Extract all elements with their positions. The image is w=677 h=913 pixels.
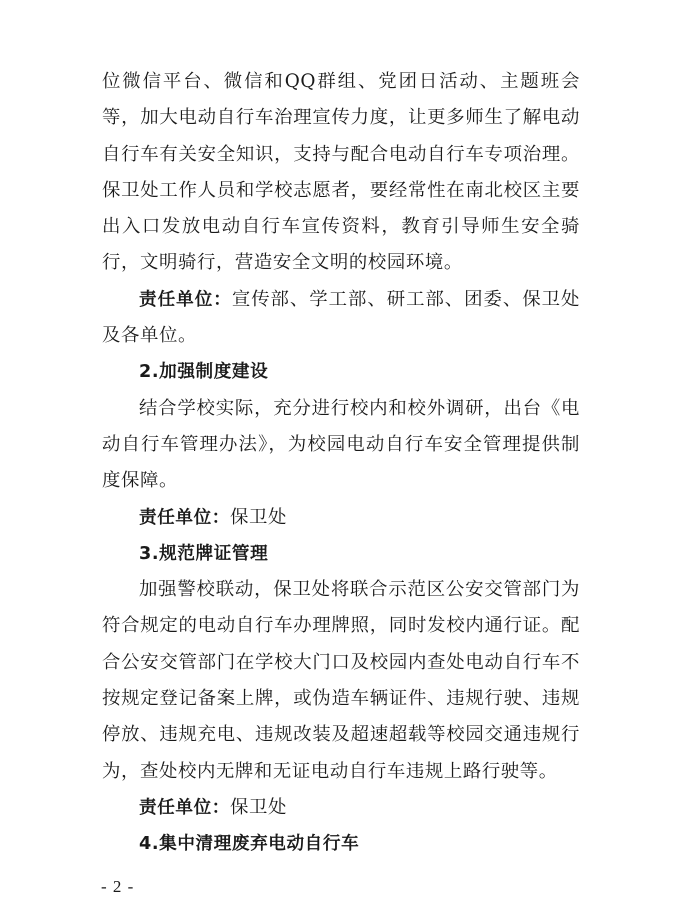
- section-heading-4: 4.集中清理废弃电动自行车: [139, 834, 360, 855]
- paragraph-section-3: 加强警校联动，保卫处将联合示范区公安交管部门为符合规定的电动自行车办理牌照，同时发校内通行证。配合公安交管部门在学校大门口及校园内查处电动自行车不按规定登记备案上牌，或伪造车辆证件、违规行驶、违规停放、违规充电、违规改装及超速超载等校园交通违规行为，查处校内无牌和无证电动自行车违规上路行驶等。: [102, 579, 580, 782]
- page-number: - 2 -: [101, 877, 135, 896]
- responsibility-label: 责任单位：: [139, 289, 232, 310]
- responsibility-line-2: [102, 500, 580, 536]
- responsibility-label: 责任单位：: [139, 797, 230, 818]
- responsibility-line-3: [102, 790, 580, 826]
- responsibility-line-1: [102, 282, 580, 355]
- paragraph-intro-continuation: 位微信平台、微信和QQ群组、党团日活动、主题班会等，加大电动自行车治理宣传力度，让更多师生了解电动自行车有关安全知识，支持与配合电动自行车专项治理。保卫处工作人员和学校志愿者，要经常性在南北校区主要出入口发放电动自行车宣传资料，教育引导师生安全骑行，文明骑行，营造安全文明的校园环境。: [102, 71, 580, 274]
- responsibility-value: 保卫处: [229, 796, 287, 818]
- document-body: [102, 64, 580, 863]
- responsibility-value: 宣传部、学工部、研工部、团委、保卫处及各单位。: [102, 288, 580, 347]
- section-heading-2: 2.加强制度建设: [139, 362, 269, 383]
- section-heading-3: 3.规范牌证管理: [139, 543, 269, 564]
- responsibility-value: 保卫处: [229, 506, 287, 528]
- responsibility-label: 责任单位：: [139, 507, 230, 528]
- paragraph-section-2: 结合学校实际，充分进行校内和校外调研，出台《电动自行车管理办法》，为校园电动自行车安全管理提供制度保障。: [102, 397, 580, 492]
